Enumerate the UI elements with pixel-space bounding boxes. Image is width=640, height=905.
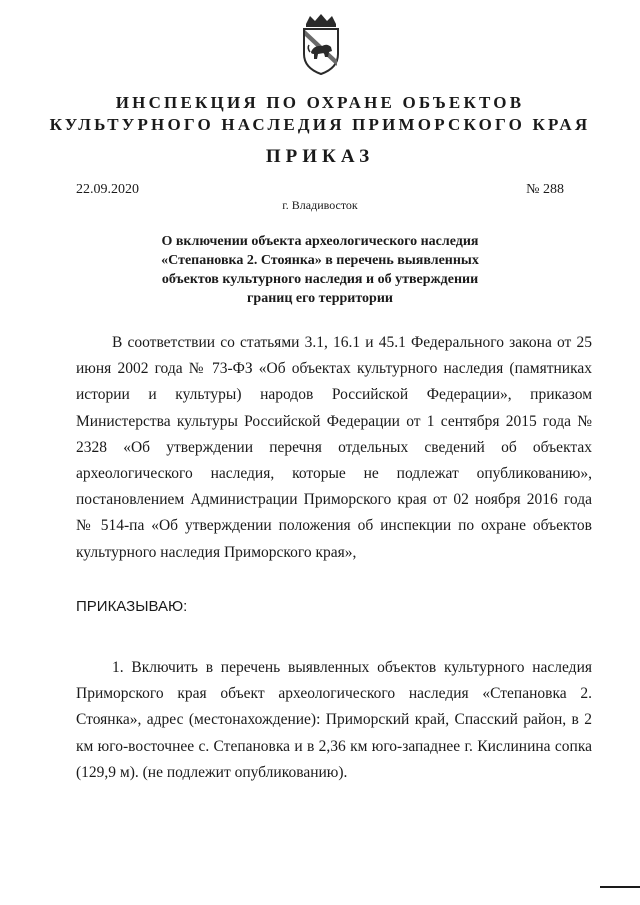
order-item-1: 1. Включить в перечень выявленных объектов культурного наследия Приморского края объект археологического наследия «Степановка 2. Стоянка», адрес (местонахождение): Приморский край, Спасский район, в 2 км юго-восточнее с. Степановка и в 2,36 км юго-западнее г. Кислинина сопка (129,9 м). (не подлежит опубликованию). <box>76 659 592 781</box>
document-date: 22.09.2020 <box>76 182 139 197</box>
coat-of-arms-icon <box>296 12 346 76</box>
command-word: ПРИКАЗЫВАЮ: <box>76 598 188 615</box>
organization-name-line2: КУЛЬТУРНОГО НАСЛЕДИЯ ПРИМОРСКОГО КРАЯ <box>49 115 591 134</box>
subject-line: О включении объекта археологического наследия <box>161 234 479 249</box>
subject-line: объектов культурного наследия и об утверждении <box>161 272 479 287</box>
organization-name-line1: ИНСПЕКЦИЯ ПО ОХРАНЕ ОБЪЕКТОВ <box>115 93 525 112</box>
document-number: № 288 <box>526 182 564 197</box>
scan-edge-line <box>600 886 640 888</box>
subject-line: «Степановка 2. Стоянка» в перечень выявленных <box>161 253 479 268</box>
document-city: г. Владивосток <box>282 198 358 212</box>
subject-line: границ его территории <box>247 291 393 306</box>
preamble-paragraph: В соответствии со статьями 3.1, 16.1 и 45.1 Федерального закона от 25 июня 2002 года № 73-ФЗ «Об объектах культурного наследия (памятниках истории и культуры) народов Российской Федерации», приказом Министерства культуры Российской Федерации от 1 сентября 2015 года № 2328 «Об утверждении перечня отдельных сведений об объектах археологического наследия, которые не подлежат опубликованию», постановлением Администрации Приморского края от 02 ноября 2016 года № 514-па «Об утверждении положения об инспекции по охране объектов культурного наследия Приморского края», <box>76 334 592 561</box>
document-subject <box>120 232 520 308</box>
document-type: ПРИКАЗ <box>265 146 375 167</box>
